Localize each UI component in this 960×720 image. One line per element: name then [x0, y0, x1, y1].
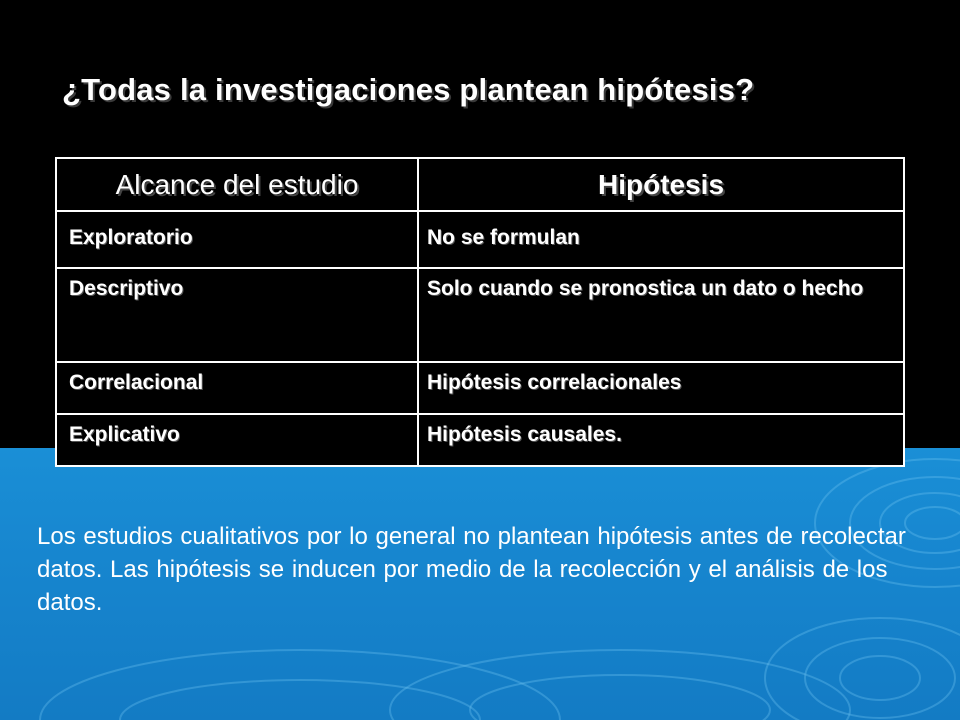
hypothesis-cell: No se formulan — [418, 211, 904, 268]
hypothesis-cell: Hipótesis causales. — [418, 414, 904, 466]
table-row — [56, 414, 904, 466]
table-header-row — [56, 158, 904, 211]
slide-title: ¿Todas la investigaciones plantean hipótesis? — [62, 72, 755, 107]
hypothesis-cell: Solo cuando se pronostica un dato o hecho — [418, 268, 904, 362]
header-scope: Alcance del estudio — [56, 158, 418, 211]
scope-cell: Descriptivo — [56, 268, 418, 362]
hypothesis-cell: Hipótesis correlacionales — [418, 362, 904, 414]
scope-cell: Exploratorio — [56, 211, 418, 268]
table-row — [56, 211, 904, 268]
header-hypothesis: Hipótesis — [418, 158, 904, 211]
scope-cell: Explicativo — [56, 414, 418, 466]
qualitative-note: Los estudios cualitativos por lo general no plantean hipótesis antes de recolectar datos. Las hipótesis se inducen por medio de la recolección y el análisis de los datos. — [37, 523, 906, 616]
table-row — [56, 362, 904, 414]
scope-cell: Correlacional — [56, 362, 418, 414]
scope-hypothesis-table — [55, 157, 905, 467]
table-row — [56, 268, 904, 362]
